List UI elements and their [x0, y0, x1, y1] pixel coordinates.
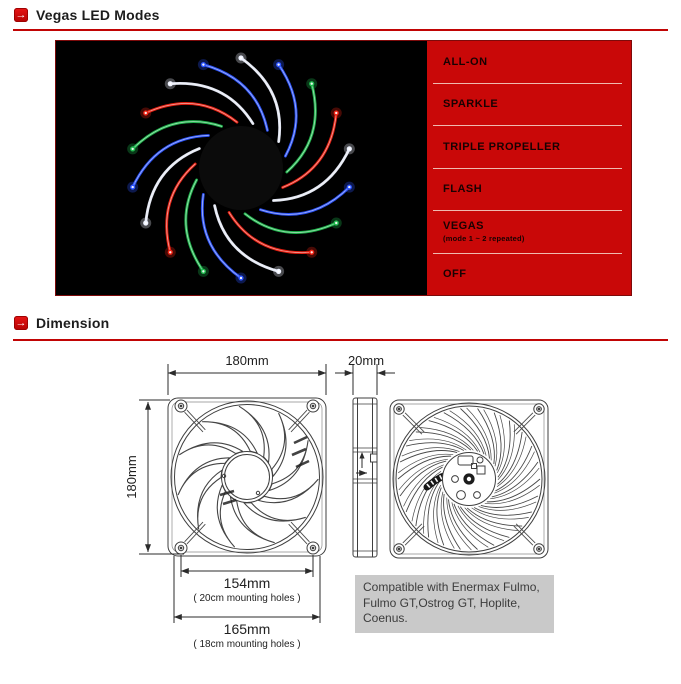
dim-label-mount-outer: 165mm	[223, 621, 271, 637]
dimension-drawing	[0, 345, 681, 684]
led-fan-photo	[56, 41, 427, 295]
mode-item-off	[427, 254, 631, 296]
mode-item-all-on	[427, 41, 631, 83]
led-modes-panel	[427, 41, 631, 295]
mode-label: OFF	[443, 268, 467, 281]
section-title-dimension: Dimension	[36, 315, 110, 331]
section-title-led-modes: Vegas LED Modes	[36, 7, 160, 23]
mode-item-vegas	[427, 211, 631, 253]
section-divider	[13, 29, 668, 31]
mode-sublabel: (mode 1 ~ 2 repeated)	[443, 234, 525, 244]
dim-note-mount-outer: ( 18cm mounting holes )	[193, 639, 301, 650]
dim-label-height: 180mm	[124, 455, 139, 499]
fan-back-view-drawing	[390, 400, 548, 558]
led-modes-figure	[55, 40, 632, 296]
mode-item-flash	[427, 169, 631, 211]
compat-line: Coenus.	[363, 611, 408, 625]
dim-label-mount-inner: 154mm	[223, 575, 271, 591]
mode-label: ALL-ON	[443, 55, 488, 68]
mode-label: FLASH	[443, 183, 483, 196]
mode-item-triple-propeller	[427, 126, 631, 168]
mode-item-sparkle	[427, 84, 631, 126]
compatibility-note	[355, 575, 554, 633]
mode-label: VEGAS	[443, 220, 485, 233]
mode-label: TRIPLE PROPELLER	[443, 140, 561, 153]
dim-label-width: 180mm	[225, 353, 269, 368]
fan-front-view-drawing	[168, 398, 326, 556]
compat-line: Compatible with Enermax Fulmo,	[363, 580, 540, 594]
section-divider	[13, 339, 668, 341]
compat-line: Fulmo GT,Ostrog GT, Hoplite,	[363, 595, 521, 610]
dim-label-depth: 20mm	[347, 353, 385, 368]
section-header-led-modes	[14, 7, 160, 23]
dim-note-mount-inner: ( 20cm mounting holes )	[193, 593, 301, 604]
section-header-dimension	[14, 315, 109, 331]
mode-label: SPARKLE	[443, 98, 499, 111]
arrow-right-icon: →	[15, 316, 27, 329]
arrow-right-icon: →	[15, 8, 27, 21]
fan-side-view-drawing	[353, 398, 377, 557]
